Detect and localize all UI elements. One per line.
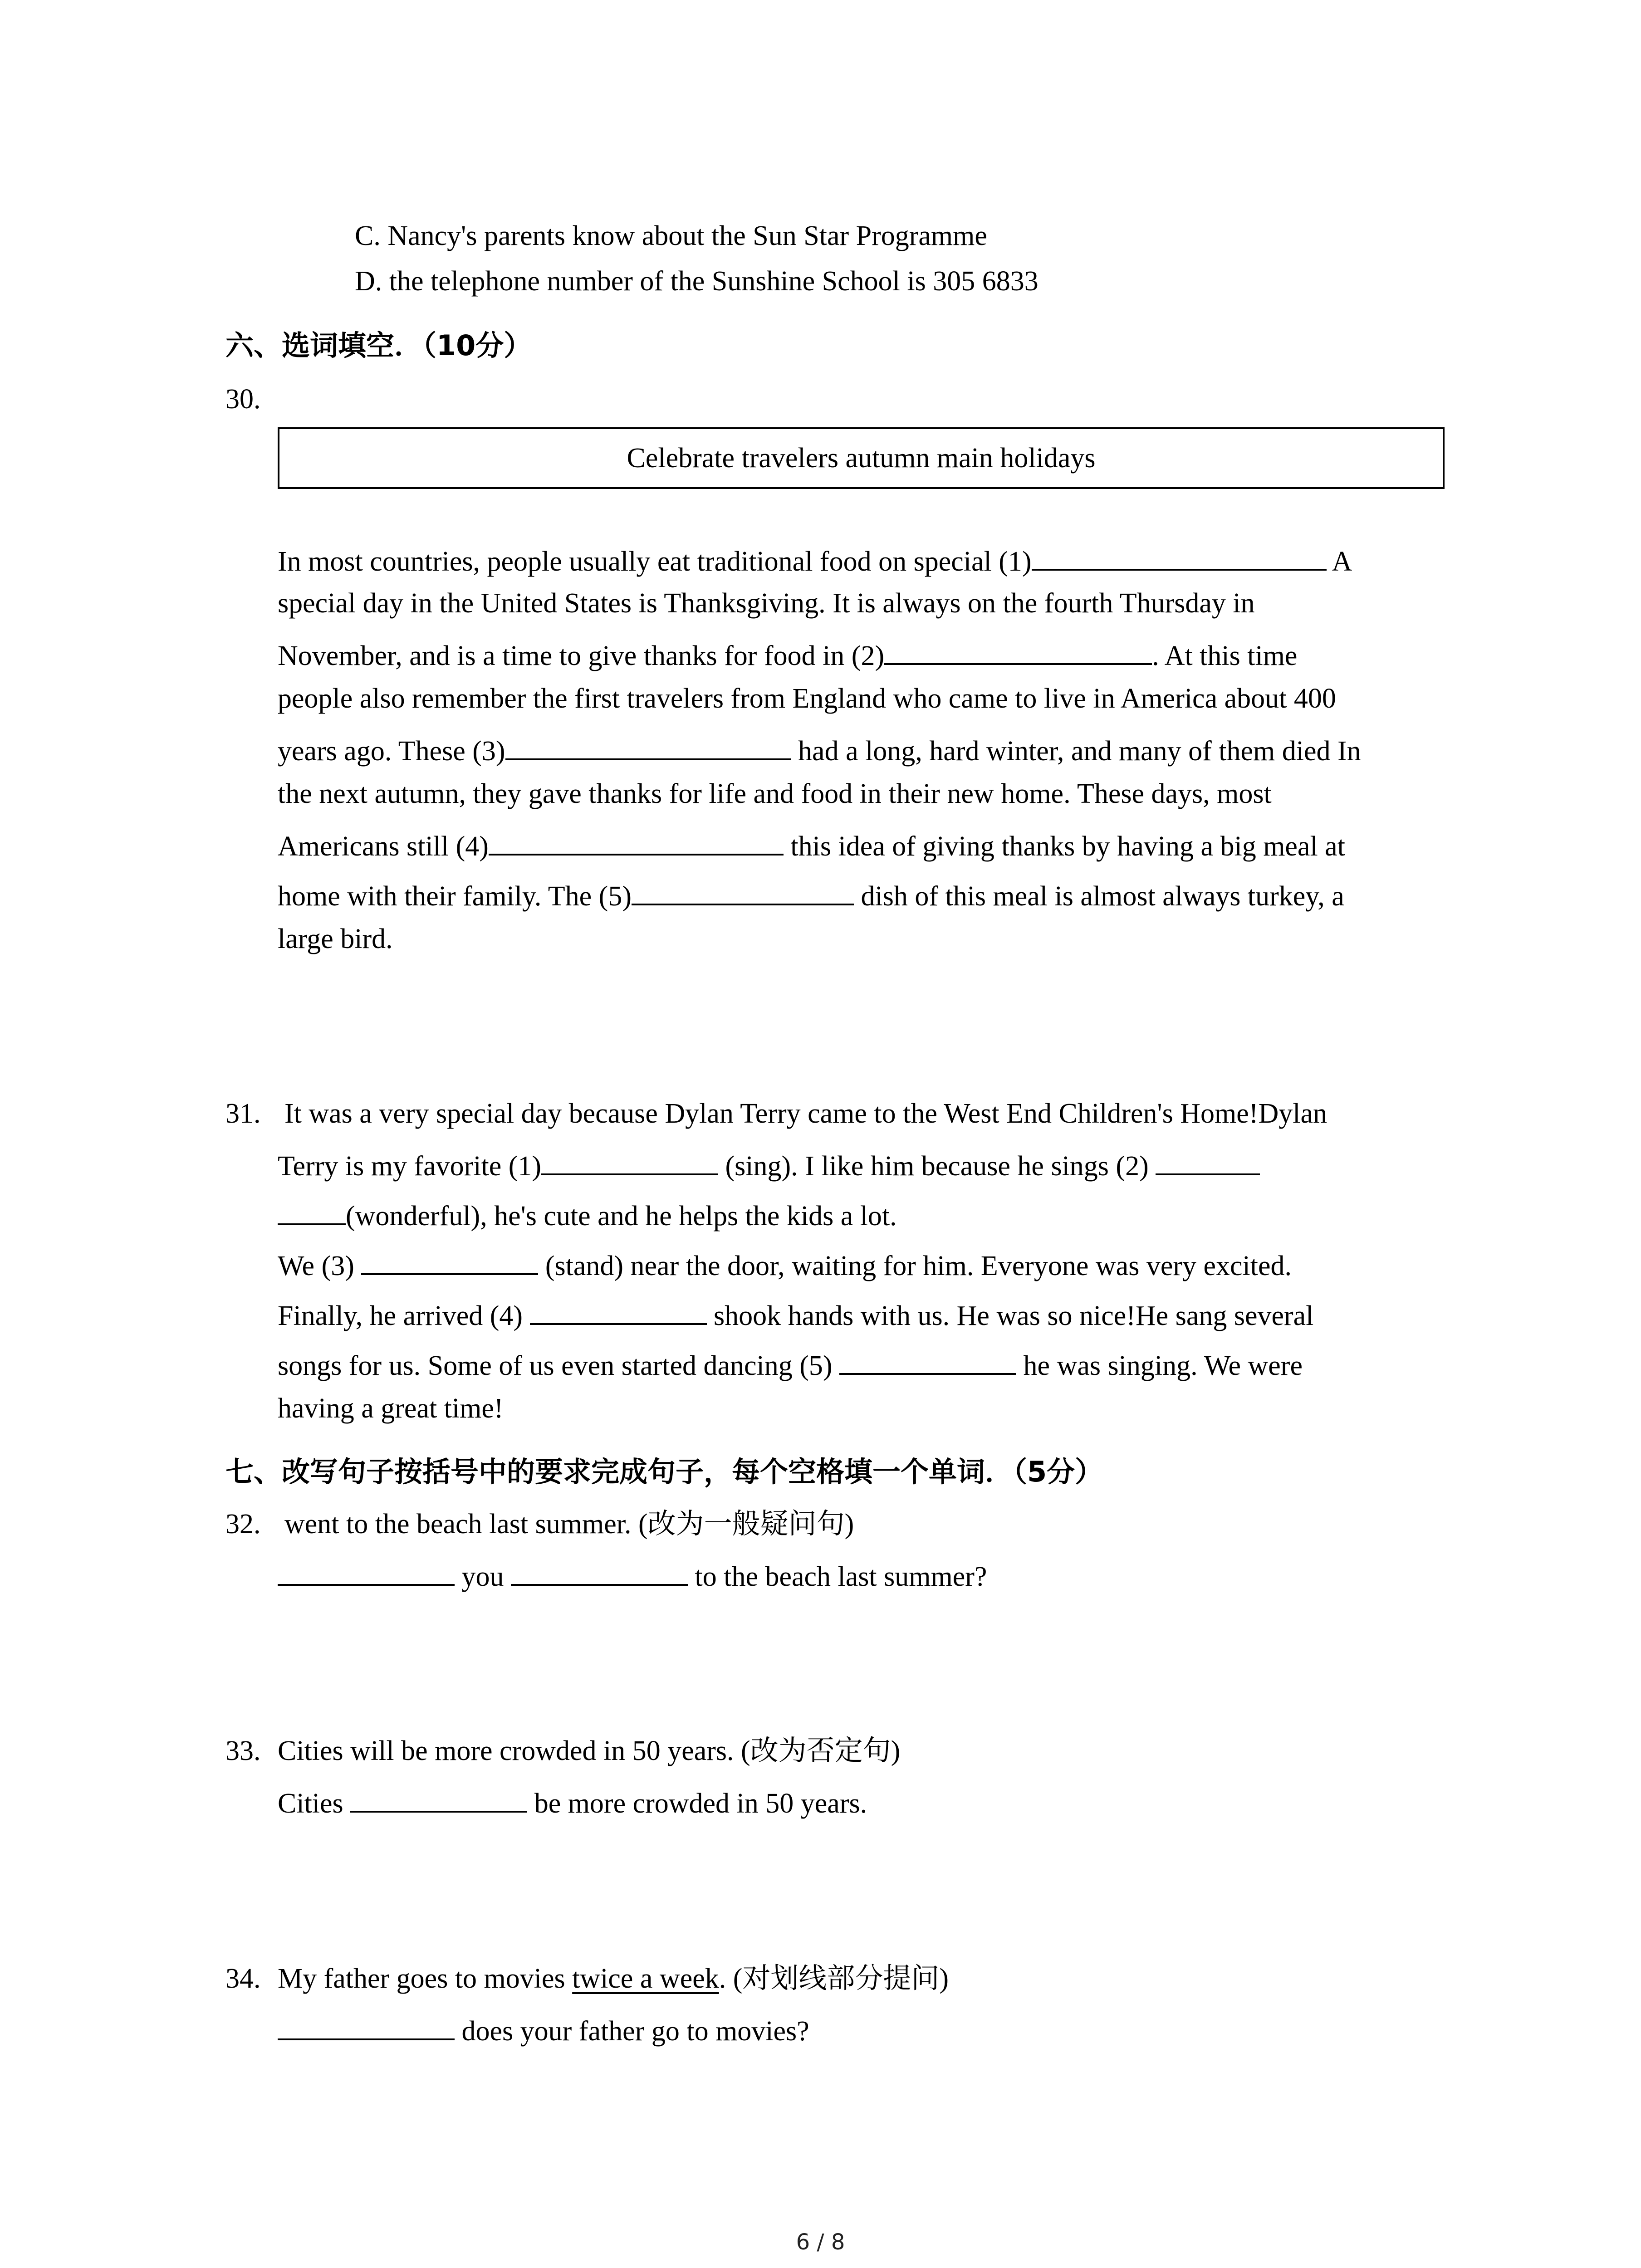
q30-text: dish of this meal is almost always turkey, a — [861, 881, 1344, 912]
q34-blank[interactable] — [278, 2010, 455, 2040]
q30-text: . At this time — [1152, 640, 1298, 671]
q33-text: be more crowded in 50 years. — [534, 1788, 867, 1819]
q31-line-7: having a great time! — [278, 1393, 504, 1424]
blank-5[interactable] — [839, 1345, 1016, 1375]
q31-text: Finally, he arrived (4) — [278, 1300, 523, 1331]
q31-line-3 — [278, 1195, 897, 1234]
q29-option-c: C. Nancy's parents know about the Sun Star Programme — [355, 220, 987, 251]
q30-word-box-text: Celebrate travelers autumn main holidays — [627, 442, 1096, 474]
q30-number: 30. — [225, 384, 261, 415]
q31-line-2 — [278, 1145, 1260, 1184]
q31-line-1: It was a very special day because Dylan Terry came to the West End Children's Home!Dylan — [284, 1098, 1327, 1129]
q30-word-box — [278, 427, 1445, 489]
q30-text: In most countries, people usually eat traditional food on special (1) — [278, 546, 1032, 577]
q30-line-8 — [278, 875, 1344, 914]
q33-answer-line — [278, 1783, 867, 1822]
q30-line-5 — [278, 730, 1361, 769]
q31-text: songs for us. Some of us even started dancing (5) — [278, 1350, 833, 1381]
blank-4[interactable] — [489, 826, 784, 855]
q34-number: 34. — [225, 1963, 261, 1994]
q30-line-6: the next autumn, they gave thanks for life and food in their new home. These days, most — [278, 778, 1272, 809]
q33-blank[interactable] — [350, 1783, 527, 1813]
q32-text: to the beach last summer? — [695, 1561, 987, 1592]
q34-text: . (对划线部分提问) — [719, 1963, 949, 1994]
q31-line-6 — [278, 1345, 1303, 1384]
section7-heading: 七、改写句子按括号中的要求完成句子，每个空格填一个单词．（5分） — [225, 1455, 1103, 1488]
q32-answer-line — [278, 1556, 987, 1595]
q32-blank-2[interactable] — [511, 1556, 688, 1586]
q32-text: you — [461, 1561, 504, 1592]
q30-text: A — [1332, 546, 1352, 577]
q34-prompt — [278, 1960, 949, 1997]
q30-text: November, and is a time to give thanks for food in (2) — [278, 640, 885, 671]
q33-text: Cities — [278, 1788, 343, 1819]
q30-text: this idea of giving thanks by having a big meal at — [790, 831, 1345, 862]
blank-2-cont[interactable] — [278, 1195, 346, 1225]
blank-3[interactable] — [505, 730, 791, 760]
q31-text: We (3) — [278, 1251, 354, 1281]
blank-1[interactable] — [541, 1145, 718, 1175]
q31-text: he was singing. We were — [1023, 1350, 1303, 1381]
q34-text: My father goes to movies — [278, 1963, 565, 1994]
blank-5[interactable] — [632, 875, 854, 905]
q31-text: (wonderful), he's cute and he helps the kids a lot. — [346, 1201, 897, 1232]
q31-text: (stand) near the door, waiting for him. Everyone was very excited. — [545, 1251, 1292, 1281]
q30-line-3 — [278, 635, 1297, 674]
q31-text: (sing). I like him because he sings (2) — [725, 1151, 1149, 1182]
q30-text: had a long, hard winter, and many of them died In — [798, 736, 1361, 767]
q31-text: Terry is my favorite (1) — [278, 1151, 542, 1182]
q30-line-4: people also remember the first travelers from England who came to live in America about 400 — [278, 683, 1336, 714]
q30-line-2: special day in the United States is Thanksgiving. It is always on the fourth Thursday in — [278, 588, 1255, 619]
q30-text: home with their family. The (5) — [278, 881, 632, 912]
q30-line-7 — [278, 826, 1345, 865]
q29-option-d: D. the telephone number of the Sunshine School is 305 6833 — [355, 266, 1038, 297]
q34-text: does your father go to movies? — [461, 2016, 809, 2047]
q31-line-4 — [278, 1245, 1292, 1284]
q31-number: 31. — [225, 1098, 261, 1129]
section6-heading: 六、选词填空．（10分） — [225, 329, 532, 362]
blank-2[interactable] — [1156, 1145, 1260, 1175]
q33-number: 33. — [225, 1735, 261, 1766]
blank-4[interactable] — [530, 1295, 707, 1325]
q31-line-5 — [278, 1295, 1313, 1334]
blank-1[interactable] — [1032, 541, 1327, 571]
q33-prompt: Cities will be more crowded in 50 years. (改为否定句) — [278, 1735, 901, 1766]
q30-line-1 — [278, 541, 1352, 580]
q30-text: Americans still (4) — [278, 831, 489, 862]
page-number: 6 / 8 — [796, 2229, 845, 2255]
q30-line-9: large bird. — [278, 924, 393, 954]
q32-number: 32. — [225, 1509, 261, 1540]
q31-text: shook hands with us. He was so nice!He sang several — [714, 1300, 1314, 1331]
q34-underlined-phrase: twice a week — [572, 1963, 719, 1994]
q34-answer-line — [278, 2010, 809, 2049]
blank-3[interactable] — [361, 1245, 538, 1275]
q32-prompt: went to the beach last summer. (改为一般疑问句) — [284, 1509, 854, 1540]
blank-2[interactable] — [884, 635, 1152, 665]
q30-text: years ago. These (3) — [278, 736, 505, 767]
q32-blank-1[interactable] — [278, 1556, 455, 1586]
